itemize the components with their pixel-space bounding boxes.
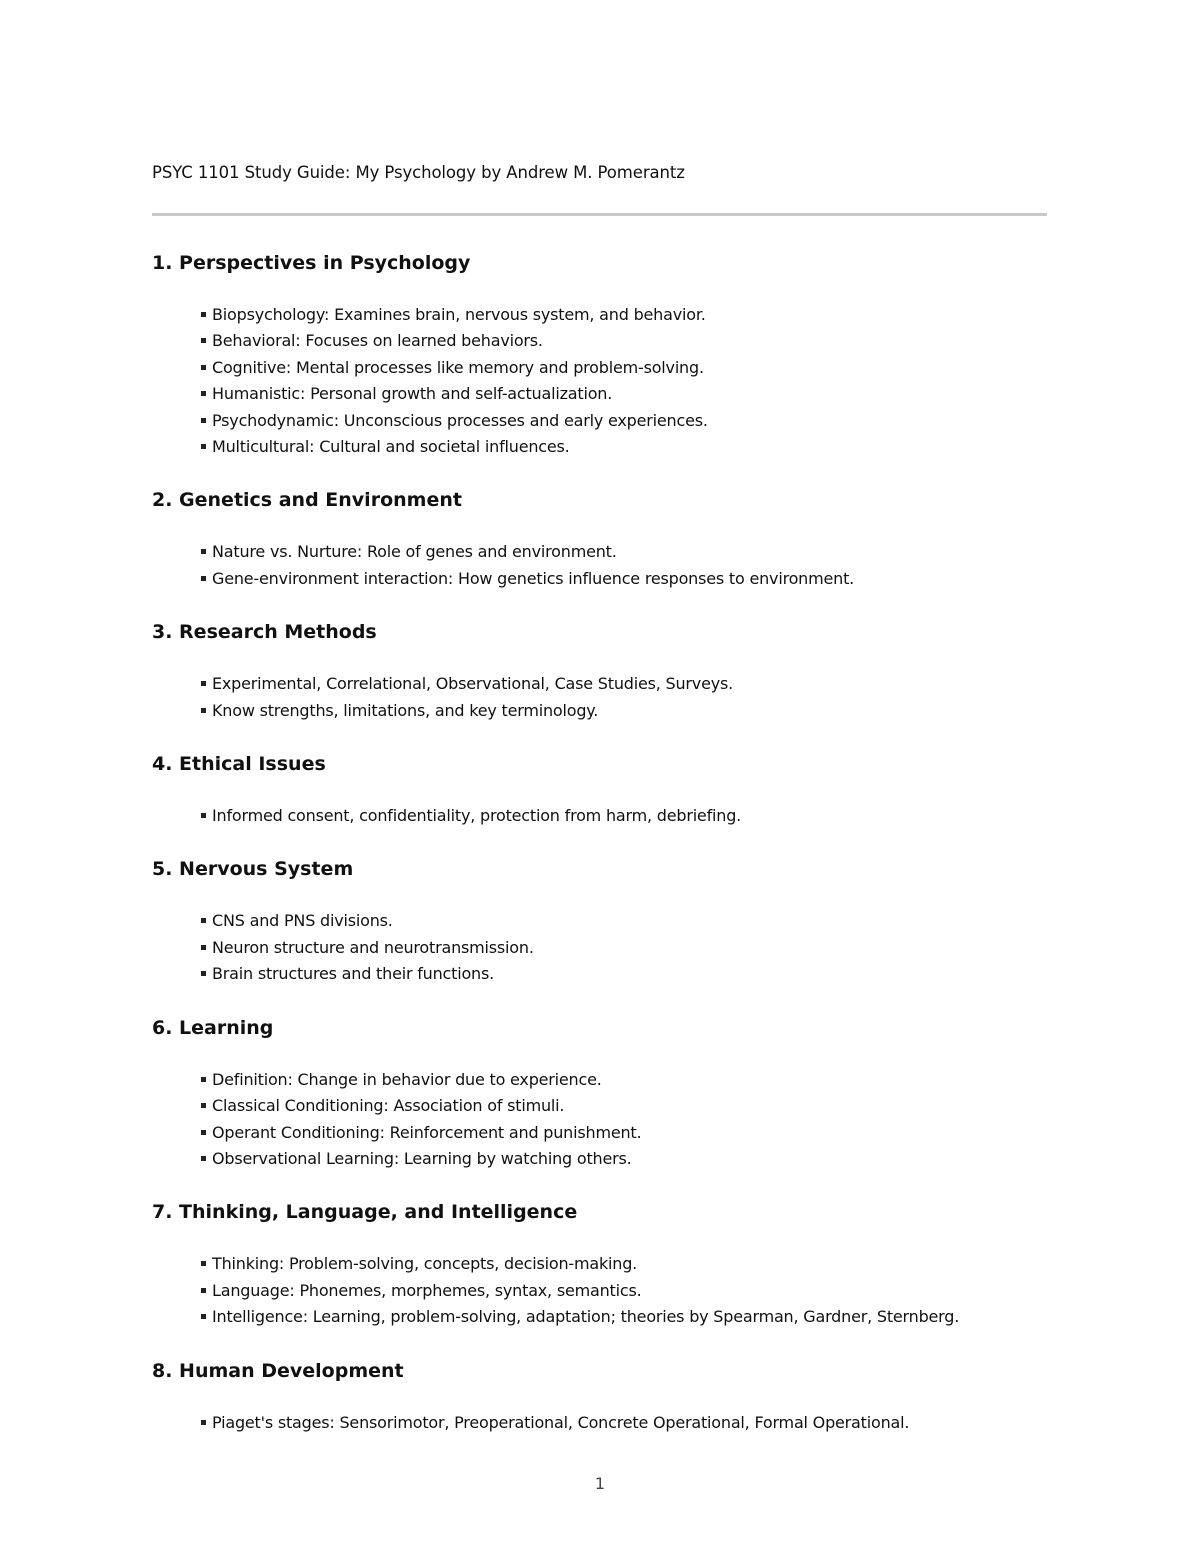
section-heading: 3. Research Methods	[152, 621, 377, 644]
list-item-text: Definition: Change in behavior due to experience.	[212, 1069, 602, 1089]
document-title: PSYC 1101 Study Guide: My Psychology by Andrew M. Pomerantz	[152, 163, 685, 182]
section-genetics-environment	[152, 486, 1052, 592]
bullet-icon	[201, 918, 206, 923]
title-divider	[152, 213, 1047, 216]
list-item-text: CNS and PNS divisions.	[212, 911, 393, 931]
list-item-text: Biopsychology: Examines brain, nervous system, and behavior.	[212, 305, 706, 324]
list-item	[201, 1278, 1052, 1304]
document-body	[152, 249, 1052, 1462]
list-item	[201, 1304, 1052, 1330]
list-item-text: Know strengths, limitations, and key terminology.	[212, 700, 599, 720]
bullet-icon	[201, 681, 206, 686]
section-ethical-issues	[152, 750, 1052, 829]
bullet-icon	[201, 1420, 206, 1425]
section-thinking-language-intelligence	[152, 1198, 1052, 1330]
list-item-text: Brain structures and their functions.	[212, 964, 494, 984]
bullet-icon	[201, 312, 206, 317]
list-item	[201, 1120, 1052, 1146]
list-item	[201, 1067, 1052, 1093]
bullet-icon	[201, 391, 206, 396]
list-item-text: Humanistic: Personal growth and self-actualization.	[212, 384, 613, 404]
list-item-text: Observational Learning: Learning by watching others.	[212, 1148, 632, 1168]
list-item	[201, 803, 1052, 829]
bullet-list	[152, 1067, 1052, 1173]
list-item	[201, 302, 1052, 328]
bullet-icon	[201, 971, 206, 976]
list-item	[201, 355, 1052, 381]
list-item	[201, 539, 1052, 565]
list-item	[201, 935, 1052, 961]
list-item-text: Experimental, Correlational, Observational, Case Studies, Surveys.	[212, 674, 734, 694]
list-item-text: Language: Phonemes, morphemes, syntax, semantics.	[212, 1280, 642, 1300]
section-perspectives	[152, 249, 1052, 460]
bullet-icon	[201, 1261, 206, 1266]
bullet-list	[152, 302, 1052, 460]
list-item	[201, 328, 1052, 354]
section-heading: 6. Learning	[152, 1016, 274, 1039]
bullet-icon	[201, 549, 206, 554]
bullet-list	[152, 803, 1052, 829]
list-item	[201, 566, 1052, 592]
list-item	[201, 408, 1052, 434]
bullet-icon	[201, 444, 206, 449]
list-item-text: Thinking: Problem-solving, concepts, decision-making.	[212, 1254, 638, 1274]
list-item-text: Cognitive: Mental processes like memory and problem-solving.	[212, 357, 704, 377]
list-item-text: Piaget's stages: Sensorimotor, Preoperational, Concrete Operational, Formal Operational.	[212, 1412, 910, 1432]
list-item	[201, 434, 1052, 460]
list-item-text: Psychodynamic: Unconscious processes and early experiences.	[212, 410, 708, 430]
section-human-development	[152, 1357, 1052, 1436]
bullet-icon	[201, 1103, 206, 1108]
bullet-icon	[201, 1314, 206, 1319]
list-item-text: Multicultural: Cultural and societal influences.	[212, 437, 570, 457]
bullet-icon	[201, 1156, 206, 1161]
bullet-icon	[201, 945, 206, 950]
bullet-icon	[201, 1077, 206, 1082]
list-item-text: Nature vs. Nurture: Role of genes and environment.	[212, 542, 617, 562]
section-heading: 2. Genetics and Environment	[152, 489, 462, 512]
list-item	[201, 908, 1052, 934]
bullet-list	[152, 671, 1052, 724]
bullet-list	[152, 908, 1052, 987]
list-item-text: Operant Conditioning: Reinforcement and punishment.	[212, 1122, 642, 1142]
section-heading: 7. Thinking, Language, and Intelligence	[152, 1201, 578, 1224]
bullet-icon	[201, 576, 206, 581]
bullet-list	[152, 1251, 1052, 1330]
section-heading: 8. Human Development	[152, 1359, 404, 1382]
list-item-text: Intelligence: Learning, problem-solving, adaptation; theories by Spearman, Gardner, Sternberg.	[212, 1307, 960, 1327]
section-learning	[152, 1014, 1052, 1173]
section-nervous-system	[152, 855, 1052, 987]
bullet-icon	[201, 1130, 206, 1135]
section-heading: 1. Perspectives in Psychology	[152, 252, 471, 274]
bullet-icon	[201, 338, 206, 343]
list-item-text: Classical Conditioning: Association of stimuli.	[212, 1096, 565, 1116]
page-number: 1	[594, 1474, 606, 1493]
bullet-list	[152, 1410, 1052, 1436]
bullet-icon	[201, 365, 206, 370]
list-item	[201, 961, 1052, 987]
section-heading: 5. Nervous System	[152, 858, 354, 881]
bullet-icon	[201, 1288, 206, 1293]
list-item	[201, 1093, 1052, 1119]
bullet-icon	[201, 418, 206, 423]
list-item	[201, 1251, 1052, 1277]
section-heading: 4. Ethical Issues	[152, 753, 326, 776]
list-item-text: Informed consent, confidentiality, protection from harm, debriefing.	[212, 806, 742, 826]
list-item	[201, 671, 1052, 697]
bullet-list	[152, 539, 1052, 592]
list-item-text: Behavioral: Focuses on learned behaviors.	[212, 331, 543, 351]
bullet-icon	[201, 813, 206, 818]
list-item	[201, 698, 1052, 724]
bullet-icon	[201, 708, 206, 713]
list-item	[201, 1410, 1052, 1436]
list-item-text: Gene-environment interaction: How genetics influence responses to environment.	[212, 568, 855, 588]
list-item-text: Neuron structure and neurotransmission.	[212, 937, 534, 957]
list-item	[201, 1146, 1052, 1172]
section-research-methods	[152, 618, 1052, 724]
list-item	[201, 381, 1052, 407]
